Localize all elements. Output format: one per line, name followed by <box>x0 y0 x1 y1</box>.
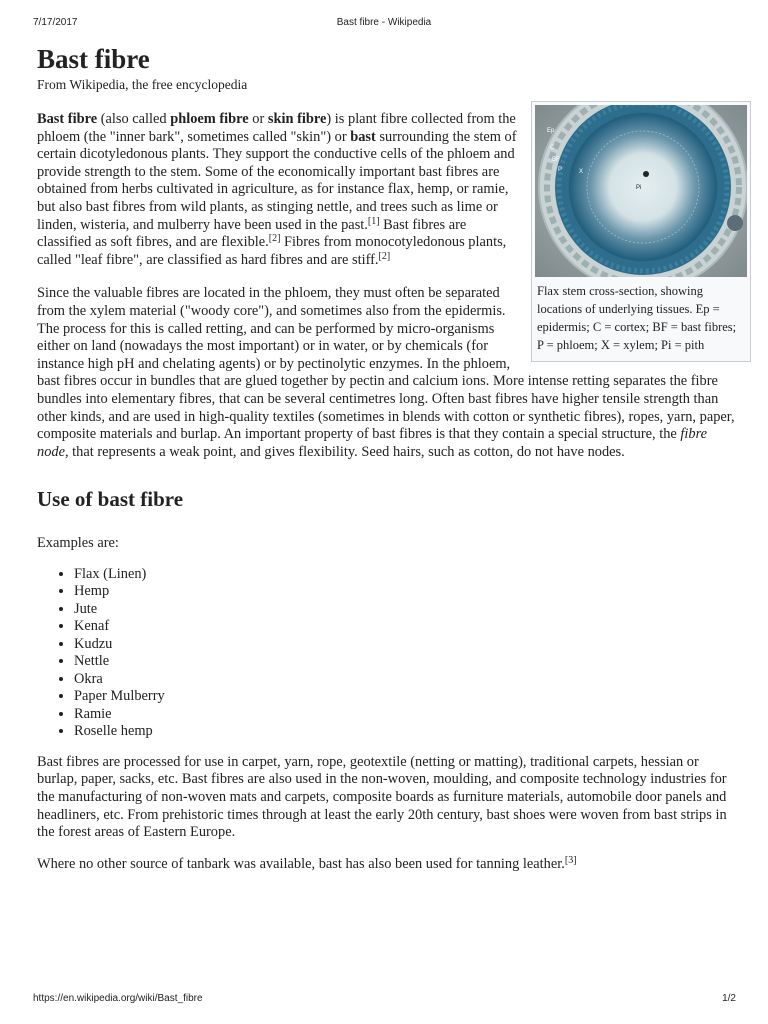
list-item: • Ramie <box>74 706 737 724</box>
reference-link-2[interactable]: [2] <box>268 233 281 245</box>
label-p: P <box>558 167 563 173</box>
print-page-number: 1/2 <box>722 993 736 1004</box>
list-item: • Kudzu <box>74 636 737 654</box>
intro-text-2: or <box>248 111 268 127</box>
label-ep: Ep <box>547 128 555 134</box>
image-caption: Flax stem cross-section, showing locations of underlying tissues. Ep = epidermis; C = cortex; BF = bast fibres; P = phloem; X = xylem; Pi = pith <box>537 284 737 352</box>
list-item: • Hemp <box>74 583 737 601</box>
term-phloem-fibre: phloem fibre <box>170 111 249 127</box>
label-pi: Pi <box>636 185 642 191</box>
tanbark-text: Where no other source of tanbark was available, bast has also been used for tanning leather. <box>37 855 565 872</box>
reference-link-1[interactable]: [1] <box>367 215 380 227</box>
term-bast: bast <box>350 128 376 145</box>
intro-text-1: (also called <box>97 111 171 127</box>
tanbark-paragraph <box>37 856 737 874</box>
intro-text-3: ) is plant fibre collected from the phloem (the "inner bark", sometimes called "skin") or <box>37 111 516 145</box>
section-heading-use: Use of bast fibre <box>37 487 184 512</box>
list-item: • Flax (Linen) <box>74 566 737 584</box>
term-bast-fibre: Bast fibre <box>37 111 98 127</box>
intro-text-4: surrounding the stem of certain dicotyledonous plants. They support the conductive cells of the phloem and provide strength to the stem. Some of the economically important bast fibres are obtained from herbs cultivated in agriculture, as for instance flax, hemp, or ramie, but also bast fibres from wild plants, as stinging nettle, and trees such as lime or linden, wisteria, and mulberry have been used in the past. <box>37 128 517 233</box>
retting-text-2: , that represents a weak point, and gives flexibility. Seed hairs, such as cotton, do not have nodes. <box>64 443 625 460</box>
label-c: C <box>550 145 555 151</box>
list-item: • Roselle hemp <box>74 723 737 741</box>
term-skin-fibre: skin fibre <box>267 111 327 127</box>
examples-list <box>37 566 737 741</box>
print-url: https://en.wikipedia.org/wiki/Bast_fibre <box>33 993 203 1004</box>
list-item: • Jute <box>74 601 737 619</box>
list-item: • Nettle <box>74 653 737 671</box>
image-thumbnail <box>531 101 751 362</box>
page-title: Bast fibre <box>37 44 150 74</box>
reference-link-2b[interactable]: [2] <box>378 250 391 262</box>
examples-label: Examples are: <box>37 535 119 552</box>
page-subtitle: From Wikipedia, the free encyclopedia <box>37 77 248 92</box>
intro-text-5: Bast fibres are classified as soft fibres, and are flexible. <box>37 216 467 251</box>
intro-text-6: Fibres from monocotyledonous plants, called "leaf fibre", are classified as hard fibres and are stiff. <box>37 234 507 268</box>
article-content <box>37 42 737 873</box>
reference-link-3[interactable]: [3] <box>564 854 577 866</box>
list-item: • Paper Mulberry <box>74 688 737 706</box>
list-item: • Kenaf <box>74 618 737 636</box>
flax-stem-cross-section-image[interactable] <box>535 105 747 277</box>
processed-paragraph: Bast fibres are processed for use in carpet, yarn, rope, geotextile (netting or matting), traditional carpets, hessian or burlap, paper, sacks, etc. Bast fibres are also used in the non-woven, moulding, and composite technology industries for the manufacturing of non-woven mats and carpets, composite boards as furniture materials, automobile door panels and headliners, etc. From prehistoric times through at least the early 20th century, bast shoes were woven from bast strips in the forest areas of Eastern Europe. <box>37 753 727 841</box>
list-item: • Okra <box>74 671 737 689</box>
term-fibre-node: fibre node <box>37 426 708 460</box>
print-date: 7/17/2017 <box>33 17 78 28</box>
label-bf: BF <box>552 157 560 163</box>
retting-text-1: Since the valuable fibres are located in the phloem, they must often be separated from the xylem material ("woody core"), and sometimes also from the epidermis. The process for this is called retting, and can be performed by micro-organisms either on land (nowadays the most important) or in water, or by chemicals (for instance high pH and chelating agents) or by pectinolytic enzymes. In the phloem, bast fibres occur in bundles that are glued together by pectin and calcium ions. More intense retting separates the fibre bundles into elementary fibres, that can be several centimetres long. Often bast fibres have higher tensile strength than other kinds, and are used in high-quality textiles (sometimes in blends with cotton or synthetic fibres), ropes, yarn, paper, composite materials and burlap. An important property of bast fibres is that they contain a special structure, the <box>37 285 735 443</box>
label-x: X <box>579 169 584 175</box>
print-page-title: Bast fibre - Wikipedia <box>336 17 432 28</box>
